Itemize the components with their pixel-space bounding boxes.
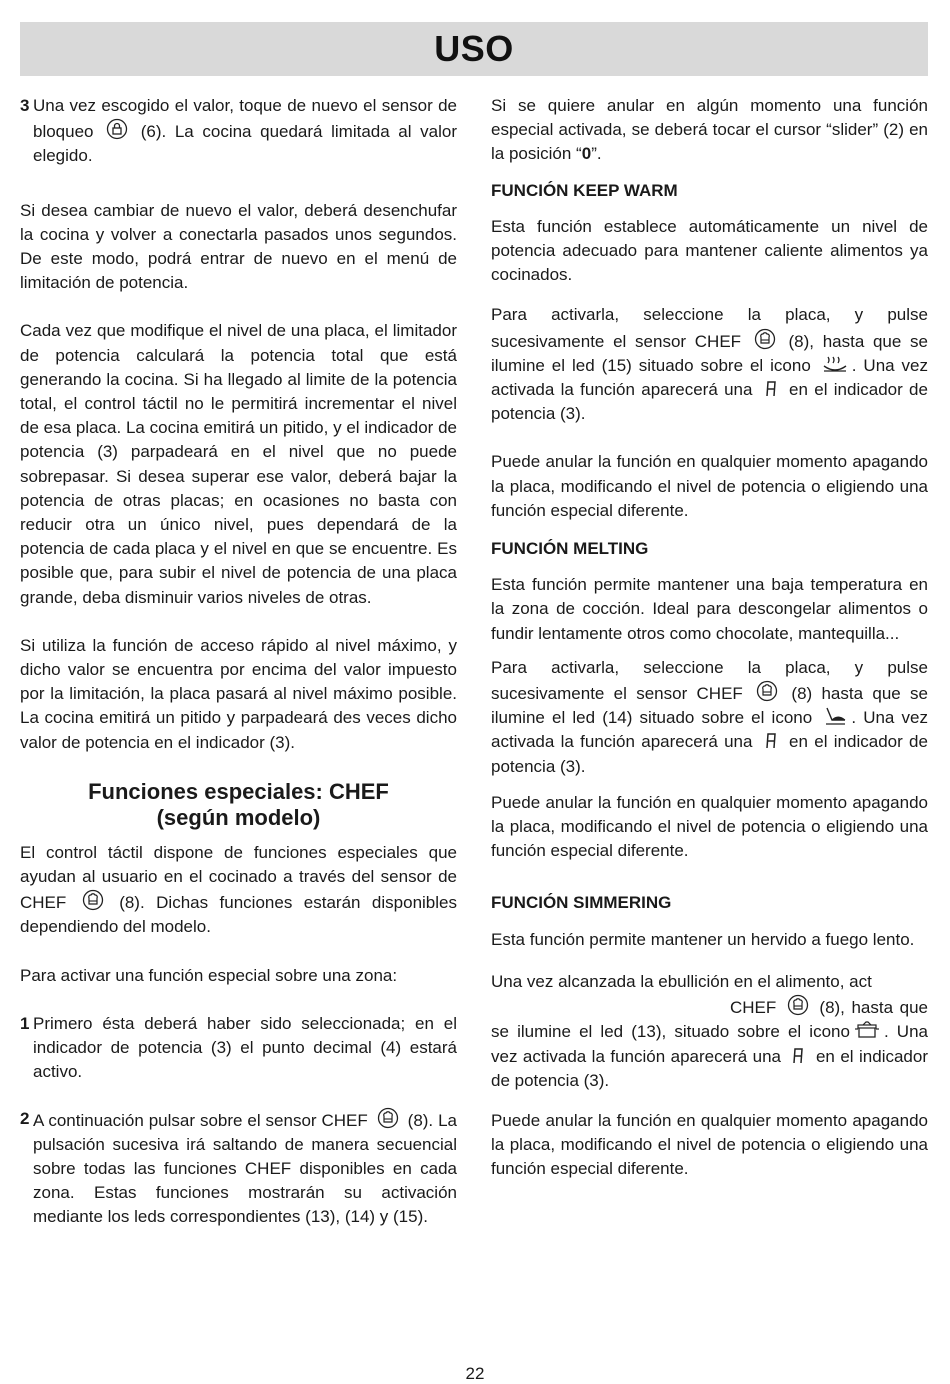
paragraph-keep-warm-desc: Esta función establece automáticamente un nivel de potencia adecuado para mantener caliente alimentos ya cocinados.	[491, 216, 928, 285]
paragraph-simmering-cancel: Puede anular la función en qualquier momento apagando la placa, modificando el nivel de potencia o eligiendo una función especial diferente.	[491, 1110, 928, 1179]
step-number: 3	[20, 96, 30, 115]
melting-icon	[823, 706, 847, 726]
chef-sensor-icon	[82, 889, 104, 911]
paragraph-keep-warm-activate: Para activarla, seleccione la placa, y pulse sucesivamente el sensor CHEF (8), hasta que se ilumine el led (15) situado sobre el icono . Una vez activada la función aparecerá una en el indicador de potencia (3).	[491, 305, 929, 424]
left-column	[20, 94, 457, 1244]
paragraph-melting-cancel: Puede anular la función en qualquier momento apagando la placa, modificando el nivel de potencia o eligiendo una función especial diferente.	[491, 792, 928, 861]
paragraph-melting-activate: Para activarla, seleccione la placa, y pulse sucesivamente el sensor CHEF (8) hasta que se ilumine el led (14) situado sobre el icono . Una vez activada la función aparecerá una en el indicador de potencia (3).	[491, 657, 928, 776]
step-1-text: Primero ésta deberá haber sido seleccionada; en el indicador de potencia (3) el punto decimal (4) estará activo.	[33, 1013, 457, 1082]
paragraph-change-value: Si desea cambiar de nuevo el valor, deberá desenchufar la cocina y volver a conectarla pasados unos segundos. De este modo, podrá entrar de nuevo en el menú de limitación de potencia.	[20, 200, 457, 293]
keep-warm-icon	[822, 354, 848, 374]
paragraph-quick-access: Si utiliza la función de acceso rápido al nivel máximo, y dicho valor se encuentra por encima del valor impuesto por la limitación, la placa pasará al nivel máximo posible. La cocina emitirá un pitido y parpadeará des veces dicho valor de potencia en el indicador (3).	[20, 635, 457, 752]
chef-sensor-icon	[754, 328, 776, 350]
paragraph-simmering-activate: Una vez alcanzada la ebullición en el alimento, act CHEF (8), hasta que se ilumine el led (13), situado sobre el icono . Una vez activada la función aparecerá una en el indicador de potencia (3).	[491, 971, 928, 1090]
step-3-text-a: Una vez escogido el valor, toque de nuevo el sensor de bloqueo	[33, 96, 457, 142]
simmering-pot-icon	[854, 1020, 880, 1040]
step-3	[20, 94, 457, 169]
page-number: 22	[465, 1364, 485, 1383]
paragraph-chef-intro: El control táctil dispone de funciones especiales que ayudan al usuario en el cocinado a través del sensor de CHEF (8). Dichas funciones estarán disponibles dependiendo del modelo.	[20, 842, 457, 937]
step-number: 1	[20, 1013, 30, 1033]
chef-sensor-icon	[756, 680, 778, 702]
page-header	[20, 22, 928, 76]
chef-sensor-icon	[377, 1107, 399, 1129]
step-3-text-b: (6). La cocina quedará limitada al valor elegido.	[33, 122, 457, 166]
paragraph-simmering-desc: Esta función permite mantener un hervido a fuego lento.	[491, 929, 915, 949]
step-1	[20, 1012, 457, 1085]
step-2-text-b: (8). La pulsación sucesiva irá saltando de manera secuencial sobre todas las funciones CHEF disponibles en cada zona. Estas funciones mostrarán su activación mediante los leds correspondientes (13), (14) y (15).	[33, 1110, 457, 1227]
chef-sensor-icon	[787, 994, 809, 1016]
paragraph-melting-desc: Esta función permite mantener una baja temperatura en la zona de cocción. Ideal para descongelar alimentos o fundir lentamente otros como chocolate, mantequilla...	[491, 575, 928, 643]
paragraph-keep-warm-cancel: Puede anular la función en qualquier momento apagando la placa, modificando el nivel de potencia o eligiendo una función especial diferente.	[491, 452, 928, 520]
paragraph-activate-intro: Para activar una función especial sobre una zona:	[20, 965, 398, 985]
heading-melting: FUNCIÓN MELTING	[491, 539, 649, 559]
display-a-symbol-icon	[790, 1045, 806, 1065]
step-number: 2	[20, 1108, 30, 1128]
page-title: USO	[434, 28, 514, 69]
display-a-symbol-icon	[763, 378, 779, 398]
section-title-chef: Funciones especiales: CHEF (según modelo)	[88, 778, 389, 830]
heading-simmering: FUNCIÓN SIMMERING	[491, 893, 672, 913]
paragraph-power-limiter: Cada vez que modifique el nivel de una placa, el limitador de potencia calculará la potencia total que está generando la cocina. Si ha llegado al limite de la potencia total, el control táctil no le permitirá incrementar el nivel de esa placa. La cocina emitirá un pitido, y el indicador de potencia (3) parpadeará en el nivel que no puede sobrepasar. Si desea superar ese valor, deberá bajar la potencia de otras placas; en ocasiones no basta con reducir otra un único nivel, pues dependará de la potencia de cada placa y el nivel en que se encuentre. Es posible que, para subir el nivel de potencia de una placa grande, deba disminuir varios niveles de otras.	[20, 321, 457, 607]
step-2	[20, 1107, 457, 1230]
right-column	[491, 94, 928, 1206]
display-a-symbol-icon	[763, 730, 779, 750]
paragraph-cancel-function: Si se quiere anular en algún momento una función especial activada, se deberá tocar el cursor “slider” (2) en la posición “0”.	[491, 96, 928, 164]
lock-sensor-icon	[106, 118, 128, 140]
step-2-text-a: A continuación pulsar sobre el sensor CHEF	[33, 1110, 368, 1130]
heading-keep-warm: FUNCIÓN KEEP WARM	[491, 180, 678, 200]
